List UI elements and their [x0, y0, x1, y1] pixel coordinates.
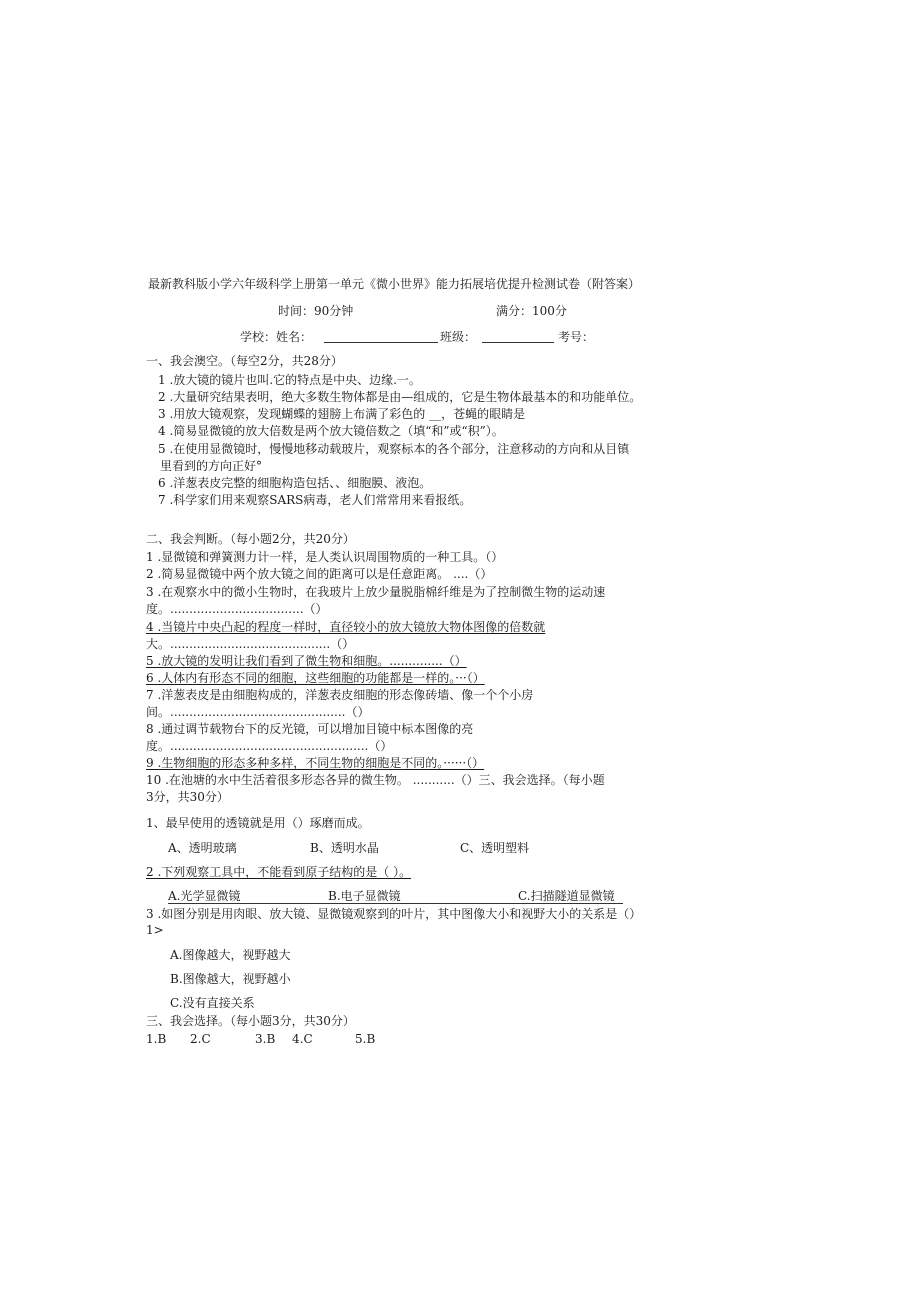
- section1-item: 5 .在使用显微镜时，慢慢地移动载玻片，观察标本的各个部分，注意移动的方向和从目镇: [158, 442, 630, 456]
- answer-item: 4.C: [292, 1032, 313, 1046]
- school-name-label: 学校：姓名：: [240, 330, 313, 344]
- section2-item: 4 .当镜片中央凸起的程度一样时，直径较小的放大镜放大物体图像的倍数就: [146, 620, 546, 634]
- section2-item: 度。...................................（）: [146, 602, 328, 616]
- q1-option-c: C、透明塑料: [460, 841, 530, 855]
- section2-item: 8 .通过调节载物台下的反光镜，可以增加目镜中标本图像的亮: [146, 722, 474, 736]
- name-blank: [324, 330, 438, 343]
- exam-full-score: 满分：100分: [496, 304, 567, 318]
- section2-item: 度。....................................................（）: [146, 739, 393, 753]
- section2-item: 3分，共30分）: [146, 790, 229, 804]
- answer-item: 1.B: [146, 1032, 167, 1046]
- section2-item: 6 .人体内有形态不同的细胞，这些细胞的功能都是一样的。···（）: [146, 671, 485, 685]
- section1-item: 7 .科学家们用来观察SARS病毒，老人们常常用来看报纸。: [158, 493, 472, 507]
- answer-item: 2.C: [190, 1032, 211, 1046]
- section2-heading: 二、我会判断。（每小题2分，共20分）: [146, 532, 355, 546]
- answer-item: 3.B: [255, 1032, 276, 1046]
- answer-heading: 三、我会选择。（每小题3分，共30分）: [146, 1014, 355, 1028]
- exam-time: 时间：90分钟: [278, 304, 354, 318]
- section2-item: 9 .生物细胞的形态多种多样，不同生物的细胞是不同的。······（）: [146, 756, 485, 770]
- q3-option-a: A.图像越大，视野越大: [170, 948, 291, 962]
- q3-option-c: C.没有直接关系: [170, 996, 255, 1010]
- section2-item: 10 .在池塘的水中生活着很多形态各异的微生物。 ...........（）三、我会选择。（每小题: [146, 773, 605, 787]
- q1-option-a: A、透明玻璃: [168, 841, 237, 855]
- section2-item: 2 .简易显微镜中两个放大镜之间的距离可以是任意距离。 ....（）: [146, 567, 493, 581]
- section2-item: 7 .洋葱表皮是由细胞构成的，洋葱表皮细胞的形态像砖墙、像一个个小房: [146, 688, 534, 702]
- section1-item: 2 .大量研究结果表明，绝大多数生物体都是由—组成的，它是生物体最基本的和功能单位。: [158, 390, 642, 404]
- class-label: 班级：: [440, 330, 477, 344]
- section2-item: 大。..........................................（）: [146, 637, 355, 651]
- section1-item: 4 .简易显微镜的放大倍数是两个放大镜倍数之（填“和”或“积”）。: [158, 424, 504, 438]
- section1-item: 里看到的方向正好°: [160, 459, 263, 473]
- q2-option-c: C.扫描隧道显微镜: [518, 889, 615, 903]
- class-blank: [482, 330, 554, 343]
- q3-option-b: B.图像越大，视野越小: [170, 972, 291, 986]
- section1-item: 6 .洋葱表皮完整的细胞构造包括、、细胞膜、液泡。: [158, 476, 432, 490]
- section3-question-3-figure-ref: 1>: [146, 923, 164, 937]
- q2-options-underline: [168, 903, 623, 904]
- section3-question-1: 1、最早使用的透镜就是用（）琢磨而成。: [146, 816, 370, 830]
- section2-item: 5 .放大镜的发明让我们看到了微生物和细胞。..............（）: [146, 654, 467, 668]
- q2-option-a: A.光学显微镜: [168, 889, 241, 903]
- exam-title: 最新教科版小学六年级科学上册第一单元《微小世界》能力拓展培优提升检测试卷（附答案）: [148, 277, 641, 291]
- q2-option-b: B.电子显微镜: [328, 889, 401, 903]
- section1-item: 3 .用放大镜观察，发现蝴蝶的翅膀上布满了彩色的 __，苍蝇的眼睛是: [158, 407, 526, 421]
- section1-item: 1 .放大镜的镜片也叫.它的特点是中央、边缘.一。: [158, 373, 421, 387]
- answer-item: 5.B: [355, 1032, 376, 1046]
- section3-question-3: 3 .如图分别是用肉眼、放大镜、显微镜观察到的叶片，其中图像大小和视野大小的关系是（）: [146, 907, 642, 921]
- q1-option-b: B、透明水晶: [310, 841, 379, 855]
- exam-number-label: 考号：: [558, 330, 595, 344]
- section1-heading: 一、我会澳空。（每空2分，共28分）: [146, 354, 343, 368]
- section3-question-2: 2 .下列观察工具中，不能看到原子结构的是（ ）。: [146, 865, 412, 879]
- section2-item: 3 .在观察水中的微小生物时，在我玻片上放少量脱脂棉纤维是为了控制微生物的运动速: [146, 585, 606, 599]
- section2-item: 1 .显微镜和弹簧测力计一样，是人类认识周围物质的一种工具。（）: [146, 550, 504, 564]
- section2-item: 间。..............................................（）: [146, 705, 370, 719]
